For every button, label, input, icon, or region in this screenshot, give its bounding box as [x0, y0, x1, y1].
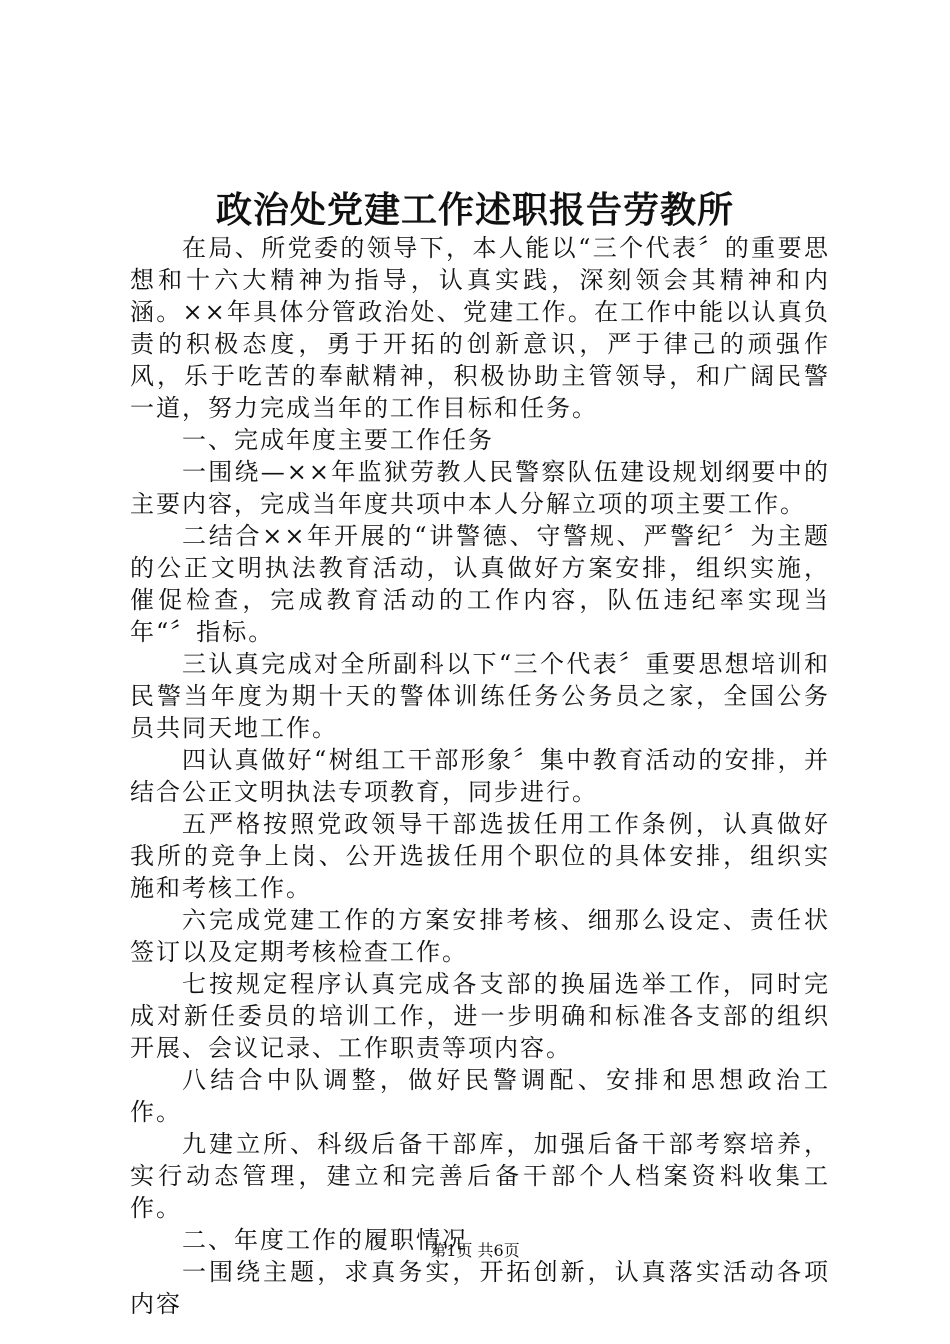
paragraph: 六完成党建工作的方案安排考核、细那么设定、责任状签订以及定期考核检查工作。 [130, 906, 830, 966]
section-heading: 二、年度工作的履职情况 [182, 1226, 468, 1254]
document-title: 政治处党建工作述职报告劳教所 [215, 189, 734, 231]
paragraph: 八结合中队调整，做好民警调配、安排和思想政治工作。 [130, 1066, 830, 1126]
section-heading: 一、完成年度主要工作任务 [182, 426, 494, 454]
paragraph: 九建立所、科级后备干部库，加强后备干部考察培养，实行动态管理，建立和完善后备干部个人档案资料收集工作。 [130, 1130, 830, 1222]
paragraph: 一围绕—××年监狱劳教人民警察队伍建设规划纲要中的主要内容，完成当年度共项中本人分解立项的项主要工作。 [130, 458, 830, 518]
paragraph: 在局、所党委的领导下，本人能以“三个代表〞的重要思想和十六大精神为指导，认真实践，深刻领会其精神和内涵。××年具体分管政治处、党建工作。在工作中能以认真负责的积极态度，勇于开拓的创新意识，严于律己的顽强作风，乐于吃苦的奉献精神，积极协助主管领导，和广阔民警一道，努力完成当年的工作目标和任务。 [130, 234, 830, 422]
paragraph: 三认真完成对全所副科以下“三个代表〞重要思想培训和民警当年度为期十天的警体训练任务公务员之家，全国公务员共同天地工作。 [130, 650, 830, 742]
paragraph: 二结合××年开展的“讲警德、守警规、严警纪〞为主题的公正文明执法教育活动，认真做好方案安排，组织实施，催促检查，完成教育活动的工作内容，队伍违纪率实现当年“〞指标。 [130, 522, 830, 646]
paragraph: 五严格按照党政领导干部选拔任用工作条例，认真做好我所的竞争上岗、公开选拔任用个职位的具体安排，组织实施和考核工作。 [130, 810, 830, 902]
document-body [130, 232, 830, 1320]
paragraph: 四认真做好“树组工干部形象〞集中教育活动的安排，并结合公正文明执法专项教育，同步进行。 [130, 746, 830, 806]
page-number-footer: 第1页 共6页 [430, 1241, 520, 1260]
paragraph: 七按规定程序认真完成各支部的换届选举工作，同时完成对新任委员的培训工作，进一步明确和标准各支部的组织开展、会议记录、工作职责等项内容。 [130, 970, 830, 1062]
paragraph: 一围绕主题，求真务实，开拓创新，认真落实活动各项内容 [130, 1258, 830, 1318]
